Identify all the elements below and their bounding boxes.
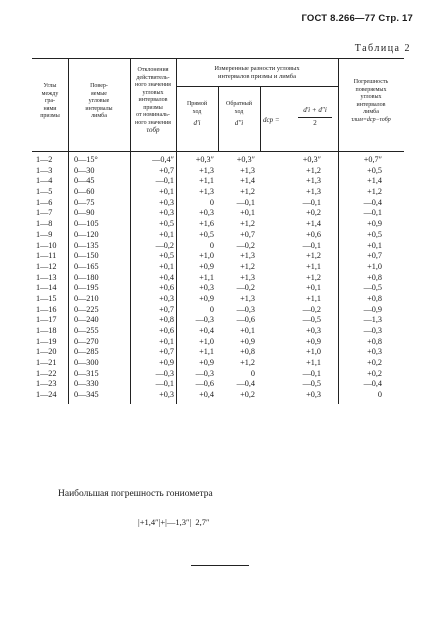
table-cell: +0,3″ <box>302 155 321 164</box>
table-row <box>32 273 404 284</box>
table-cell: 0—165 <box>74 261 99 271</box>
table-cell: +1,3 <box>306 187 321 197</box>
table-cell: +1,0 <box>199 251 214 261</box>
table-cell: 0—75 <box>74 197 95 207</box>
table-cell: —0,4 <box>236 379 255 389</box>
table-cell: +0,5 <box>159 219 174 229</box>
table-cell: —0,9 <box>363 304 382 314</box>
table-cell: +0,4 <box>199 326 214 335</box>
table-cell: +0,3″ <box>195 155 214 164</box>
table-cell: —0,5 <box>302 315 321 325</box>
table-row <box>32 326 404 337</box>
table-cell: +1,2 <box>240 358 255 368</box>
table-cell: 0—315 <box>74 368 99 378</box>
table-cell: +0,7 <box>240 229 255 239</box>
table-cell: +0,3 <box>159 208 174 218</box>
table-cell: —0,4″ <box>152 155 174 164</box>
table-row <box>32 358 404 369</box>
end-divider <box>191 565 249 566</box>
table-cell: +0,3 <box>159 390 174 400</box>
table-cell: +0,6 <box>306 229 321 239</box>
table-cell: +1,3 <box>199 165 214 175</box>
table-cell: —0,6 <box>195 379 214 389</box>
table-cell: +0,1 <box>159 261 174 271</box>
table-cell: 0—150 <box>74 251 99 261</box>
table-row <box>32 208 404 219</box>
table-cell: 1—19 <box>36 336 57 346</box>
table-cell: —0,3 <box>195 368 214 378</box>
table-cell: 0 <box>377 390 382 400</box>
table-cell: +0,2 <box>306 208 321 218</box>
table-cell: 0—225 <box>74 304 99 314</box>
table-cell: +1,3 <box>240 293 255 303</box>
table-cell: +1,1 <box>306 293 321 303</box>
table-cell: +1,0 <box>199 336 214 346</box>
table-cell: 0—255 <box>74 326 99 335</box>
table-row <box>32 176 404 187</box>
table-cell: —0,3 <box>363 326 382 335</box>
table-cell: +0,7 <box>159 347 174 357</box>
table-cell: +1,1 <box>306 261 321 271</box>
table-cell: 1—16 <box>36 304 57 314</box>
table-cell: +1,3 <box>240 272 255 282</box>
table-cell: +0,4 <box>159 272 174 282</box>
table-cell: 0—15° <box>74 155 98 164</box>
table-cell: —0,1 <box>302 240 321 250</box>
table-cell: —0,1 <box>155 379 174 389</box>
table-cell: +0,3 <box>199 283 214 293</box>
table-cell: 0—195 <box>74 283 99 293</box>
table-title: Таблица 2 <box>354 43 411 54</box>
table-cell: +1,3 <box>306 176 321 186</box>
table-cell: +0,9 <box>240 336 255 346</box>
table-cell: 1—6 <box>36 197 53 207</box>
table-row <box>32 262 404 273</box>
table-row <box>32 305 404 316</box>
table-row <box>32 294 404 305</box>
table-cell: 0—300 <box>74 358 99 368</box>
table-cell: 0—90 <box>74 208 95 218</box>
table-cell: +0,3 <box>367 347 382 357</box>
table-cell: 1—14 <box>36 283 57 293</box>
table-cell: +1,2 <box>367 187 382 197</box>
table-cell: +0,9 <box>159 358 174 368</box>
table-cell: —0,1 <box>302 368 321 378</box>
table-cell: +1,3 <box>240 251 255 261</box>
table-cell: +0,6 <box>159 326 174 335</box>
table-cell: +0,1 <box>240 208 255 218</box>
table-cell: +0,8 <box>240 347 255 357</box>
table-row <box>32 219 404 230</box>
table-cell: 1—5 <box>36 187 53 197</box>
footnote-text: Наибольшая погрешность гониометра <box>58 489 213 499</box>
table-cell: +0,1 <box>159 187 174 197</box>
table-cell: +0,2 <box>240 390 255 400</box>
table-row <box>32 369 404 380</box>
table-cell: +0,2 <box>367 358 382 368</box>
table-cell: 0 <box>209 240 214 250</box>
table-cell: —0,1 <box>236 197 255 207</box>
table-row <box>32 187 404 198</box>
table-cell: 1—8 <box>36 219 53 229</box>
table-cell: +0,3 <box>306 326 321 335</box>
table-cell: 0—210 <box>74 293 99 303</box>
table-cell: —0,6 <box>236 315 255 325</box>
table-cell: 0—105 <box>74 219 99 229</box>
table-cell: 0—135 <box>74 240 99 250</box>
table-cell: +0,9 <box>199 293 214 303</box>
table-cell: +1,4 <box>240 176 255 186</box>
table-cell: 0—345 <box>74 390 99 400</box>
header-col-error: Погрешность поверяемых угловых интервалов лимба τлим=dср−τобр <box>351 79 391 123</box>
table-cell: 1—15 <box>36 293 57 303</box>
table-cell: 1—10 <box>36 240 57 250</box>
table-cell: 1—21 <box>36 358 57 368</box>
table-cell: —0,1 <box>302 197 321 207</box>
table-cell: 1—7 <box>36 208 53 218</box>
table-cell: +0,5 <box>367 229 382 239</box>
table-row <box>32 337 404 348</box>
table-cell: +1,0 <box>367 261 382 271</box>
table-cell: —0,3 <box>236 304 255 314</box>
table-cell: +0,4 <box>199 390 214 400</box>
table-cell: —0,2 <box>155 240 174 250</box>
table-row <box>32 315 404 326</box>
table-cell: +1,2 <box>240 187 255 197</box>
header-col-intervals: Повер- яемые угловые интервалы лимба <box>85 83 113 119</box>
table-cell: +0,1 <box>306 283 321 293</box>
table-cell: +0,7 <box>159 165 174 175</box>
table-cell: —1,3 <box>363 315 382 325</box>
header-col-angles: Углы между гра- нями призмы <box>40 83 60 119</box>
table-cell: +1,0 <box>306 347 321 357</box>
header-col-backward: Обратный ход d''i <box>226 101 252 127</box>
table-cell: 0—30 <box>74 165 95 175</box>
table-cell: —0,1 <box>363 208 382 218</box>
table-header: Углы между гра- нями призмы Повер- яемые угловые интервалы лимба Отклонения действитель- ного значения угловых интервалов призмы от номиналь- ного значения τобр Измеренные разности угловых интервалов призмы и лимба Прямой ход d'i Обратный ход d''i dср = d'i + d''i 2 Погрешность поверяемых угловых интервалов лимба τлим=dср−τобр <box>32 58 404 152</box>
table-cell: +0,8 <box>367 336 382 346</box>
table-row <box>32 155 404 166</box>
table-cell: 1—3 <box>36 165 53 175</box>
table-cell: 0—120 <box>74 229 99 239</box>
table-cell: +0,3 <box>306 390 321 400</box>
table-cell: +1,2 <box>240 219 255 229</box>
table-cell: 1—18 <box>36 326 57 335</box>
table-cell: 0—285 <box>74 347 99 357</box>
table-cell: +0,7 <box>159 304 174 314</box>
table-cell: +0,3 <box>199 208 214 218</box>
table-cell: 1—22 <box>36 368 57 378</box>
table-cell: +0,8 <box>159 315 174 325</box>
table-cell: +1,4 <box>367 176 382 186</box>
table-cell: —0,2 <box>236 283 255 293</box>
header-group-measured: Измеренные разности угловых интервалов призмы и лимба <box>214 65 300 80</box>
table-cell: 1—17 <box>36 315 57 325</box>
table-cell: +0,5 <box>159 251 174 261</box>
table-cell: 1—2 <box>36 155 53 164</box>
table-cell: +0,3 <box>159 293 174 303</box>
table-cell: +1,3 <box>199 187 214 197</box>
table-cell: +1,1 <box>199 347 214 357</box>
table-cell: +1,1 <box>306 358 321 368</box>
table-cell: —0,3 <box>155 368 174 378</box>
table-cell: +0,9 <box>199 358 214 368</box>
table-cell: 0 <box>250 368 255 378</box>
page-header: ГОСТ 8.266—77 Стр. 17 <box>301 13 413 24</box>
table-cell: 0—60 <box>74 187 95 197</box>
table-cell: 1—11 <box>36 251 57 261</box>
header-col-deviation: Отклонения действитель- ного значения угловых интервалов призмы от номиналь- ного значения τобр <box>135 67 171 134</box>
table-cell: +0,2 <box>367 368 382 378</box>
table-cell: 1—13 <box>36 272 57 282</box>
table-cell: +1,1 <box>199 272 214 282</box>
table-cell: +0,7 <box>367 251 382 261</box>
table-row <box>32 283 404 294</box>
table-cell: +1,2 <box>240 261 255 271</box>
formula: |+1,4″|+|—1,3″| 2,7″ <box>138 517 210 527</box>
table-cell: +0,3 <box>159 197 174 207</box>
table-cell: 1—9 <box>36 229 53 239</box>
data-table <box>32 58 404 401</box>
table-cell: +1,4 <box>306 219 321 229</box>
table-cell: +1,2 <box>306 165 321 175</box>
table-cell: 1—20 <box>36 347 57 357</box>
table-row <box>32 198 404 209</box>
table-cell: +0,1 <box>159 336 174 346</box>
table-cell: +0,6 <box>159 283 174 293</box>
table-cell: 1—23 <box>36 379 57 389</box>
table-row <box>32 390 404 401</box>
table-cell: 0—270 <box>74 336 99 346</box>
table-cell: 1—12 <box>36 261 57 271</box>
table-cell: 0—45 <box>74 176 95 186</box>
table-cell: —0,1 <box>155 176 174 186</box>
table-cell: 0 <box>209 197 214 207</box>
table-row <box>32 379 404 390</box>
table-row <box>32 230 404 241</box>
table-cell: +0,9 <box>367 219 382 229</box>
table-cell: +1,2 <box>306 251 321 261</box>
table-row <box>32 251 404 262</box>
table-cell: 0 <box>209 304 214 314</box>
table-cell: —0,5 <box>302 379 321 389</box>
table-cell: +0,8 <box>367 293 382 303</box>
table-cell: +0,5 <box>367 165 382 175</box>
table-cell: —0,3 <box>195 315 214 325</box>
table-cell: +1,1 <box>199 176 214 186</box>
table-cell: +1,2 <box>306 272 321 282</box>
table-cell: +0,1 <box>240 326 255 335</box>
table-cell: 1—4 <box>36 176 53 186</box>
table-row <box>32 347 404 358</box>
table-cell: —0,2 <box>236 240 255 250</box>
table-cell: +0,1 <box>159 229 174 239</box>
table-cell: +0,3″ <box>236 155 255 164</box>
table-cell: 0—180 <box>74 272 99 282</box>
table-cell: —0,4 <box>363 379 382 389</box>
table-body <box>32 152 404 401</box>
table-cell: +1,3 <box>240 165 255 175</box>
header-col-forward: Прямой ход d'i <box>186 101 208 127</box>
table-row <box>32 241 404 252</box>
table-cell: 0—330 <box>74 379 99 389</box>
table-cell: 1—24 <box>36 390 57 400</box>
table-cell: 0—240 <box>74 315 99 325</box>
table-cell: +0,9 <box>199 261 214 271</box>
table-cell: +0,9 <box>306 336 321 346</box>
table-cell: +1,6 <box>199 219 214 229</box>
table-cell: —0,2 <box>302 304 321 314</box>
table-cell: +0,7″ <box>363 155 382 164</box>
table-cell: +0,1 <box>367 240 382 250</box>
table-cell: +0,5 <box>199 229 214 239</box>
table-cell: —0,5 <box>363 283 382 293</box>
table-cell: —0,4 <box>363 197 382 207</box>
table-row <box>32 166 404 177</box>
table-cell: +0,8 <box>367 272 382 282</box>
